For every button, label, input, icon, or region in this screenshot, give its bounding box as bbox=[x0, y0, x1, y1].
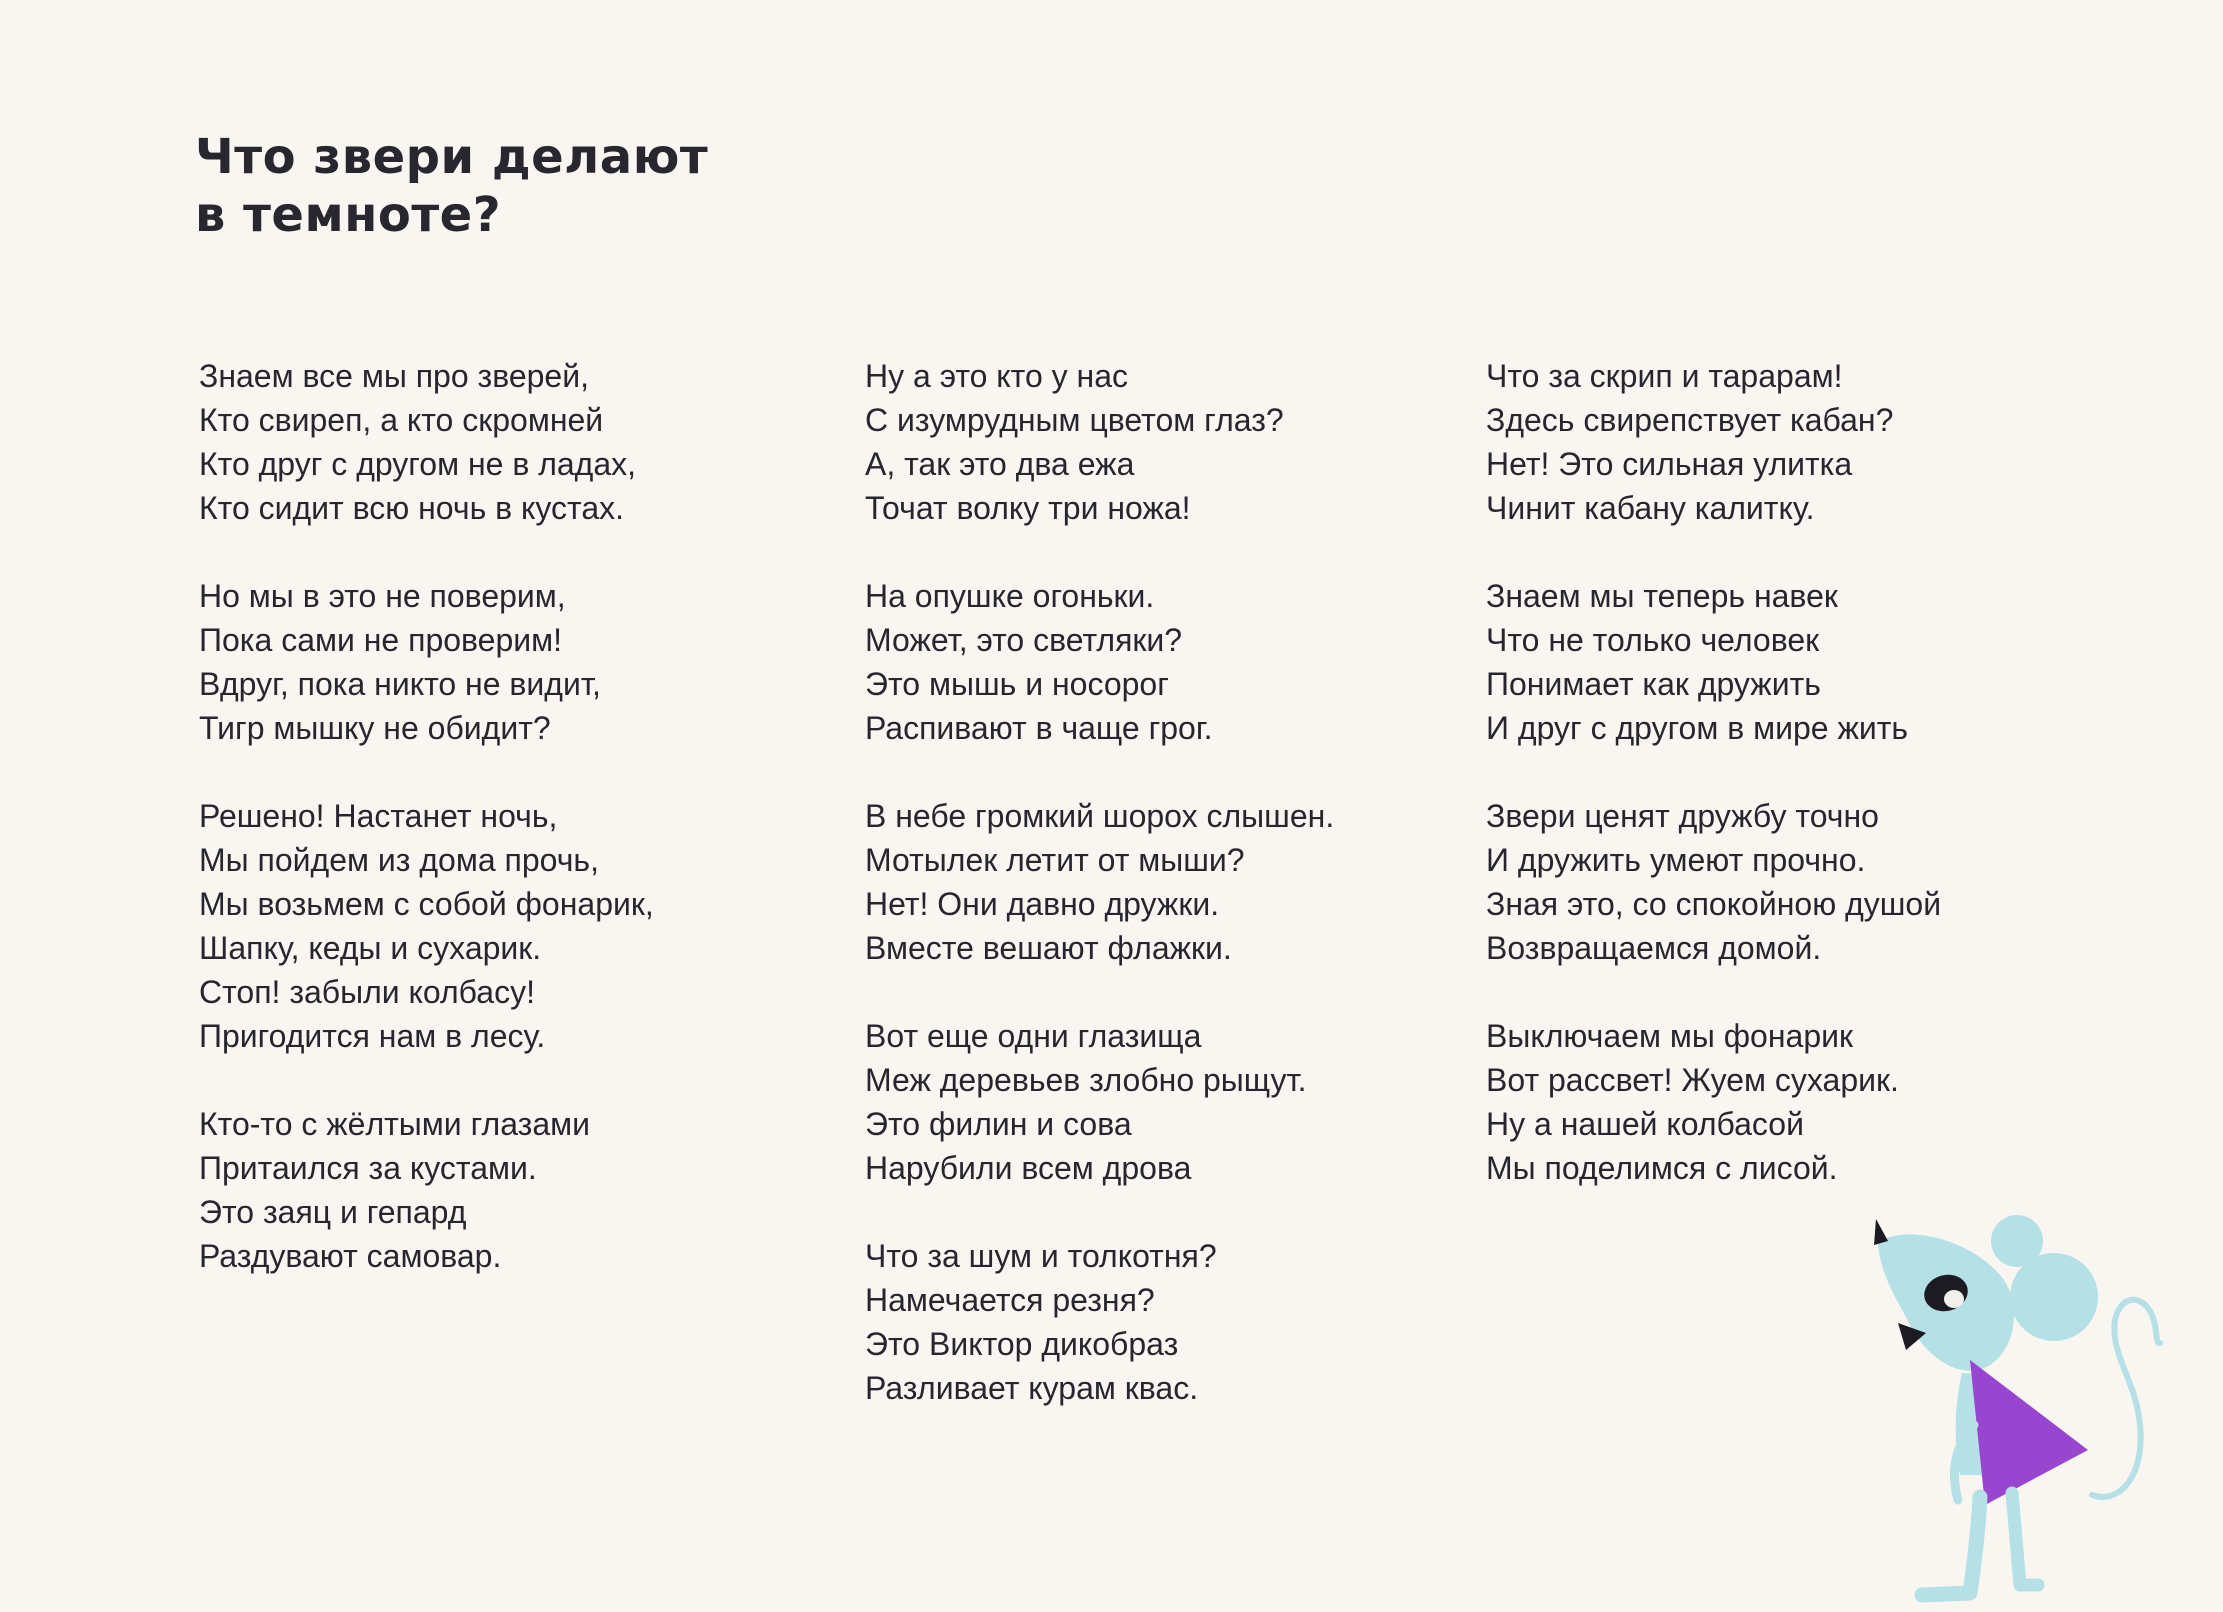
stanza bbox=[865, 794, 1334, 970]
poem-title bbox=[195, 128, 895, 244]
stanza bbox=[199, 574, 654, 750]
poem-line: Вдруг, пока никто не видит, bbox=[199, 666, 601, 702]
poem-line: Что за скрип и тарарам! bbox=[1486, 358, 1843, 394]
poem-line: Распивают в чаще грог. bbox=[865, 710, 1213, 746]
poem-line: Ну а это кто у нас bbox=[865, 358, 1128, 394]
poem-line: Притаился за кустами. bbox=[199, 1150, 537, 1186]
mouse-tail bbox=[2092, 1300, 2160, 1497]
poem-line: Стоп! забыли колбасу! bbox=[199, 974, 535, 1010]
poem-line: Решено! Настанет ночь, bbox=[199, 798, 558, 834]
poem-line: Точат волку три ножа! bbox=[865, 490, 1191, 526]
poem-line: Это мышь и носорог bbox=[865, 666, 1169, 702]
poem-line: Чинит кабану калитку. bbox=[1486, 490, 1815, 526]
poem-line: И дружить умеют прочно. bbox=[1486, 842, 1866, 878]
poem-line: И друг с другом в мире жить bbox=[1486, 710, 1909, 746]
poem-column-3 bbox=[1486, 354, 1941, 1234]
poem-line: Это филин и сова bbox=[865, 1106, 1132, 1142]
poem-line: Разливает курам квас. bbox=[865, 1370, 1199, 1406]
poem-line: Зная это, со спокойною душой bbox=[1486, 886, 1942, 922]
stanza bbox=[865, 354, 1334, 530]
mouse-leg-back bbox=[2012, 1493, 2038, 1585]
poem-line: Это заяц и гепард bbox=[199, 1194, 467, 1230]
poem-line: Кто свиреп, а кто скромней bbox=[199, 402, 604, 438]
mouse-dress bbox=[1970, 1360, 2088, 1505]
mouse-illustration bbox=[1870, 1205, 2170, 1605]
poem-line: Нет! Это сильная улитка bbox=[1486, 446, 1853, 482]
poem-line: Знаем мы теперь навек bbox=[1486, 578, 1838, 614]
stanza bbox=[1486, 574, 1941, 750]
poem-line: Нарубили всем дрова bbox=[865, 1150, 1192, 1186]
poem-line: Шапку, кеды и сухарик. bbox=[199, 930, 542, 966]
stanza bbox=[199, 1102, 654, 1278]
stanza bbox=[1486, 794, 1941, 970]
poem-line: Но мы в это не поверим, bbox=[199, 578, 566, 614]
stanza bbox=[199, 354, 654, 530]
poem-line: Вместе вешают флажки. bbox=[865, 930, 1232, 966]
poem-line: Выключаем мы фонарик bbox=[1486, 1018, 1853, 1054]
poem-line: Здесь свирепствует кабан? bbox=[1486, 402, 1894, 438]
poem-line: Раздувают самовар. bbox=[199, 1238, 502, 1274]
stanza bbox=[1486, 1014, 1941, 1190]
poem-line: Кто-то с жёлтыми глазами bbox=[199, 1106, 590, 1142]
poem-line: Вот еще одни глазища bbox=[865, 1018, 1202, 1054]
poem-line: Это Виктор дикобраз bbox=[865, 1326, 1179, 1362]
stanza bbox=[865, 1014, 1334, 1190]
poem-line: Понимает как дружить bbox=[1486, 666, 1821, 702]
poem-line: Пока сами не проверим! bbox=[199, 622, 563, 658]
poem-line: Тигр мышку не обидит? bbox=[199, 710, 551, 746]
poem-title-line-2: в темноте? bbox=[195, 187, 502, 243]
poem-line: Мы пойдем из дома прочь, bbox=[199, 842, 599, 878]
stanza bbox=[199, 794, 654, 1058]
poem-line: Намечается резня? bbox=[865, 1282, 1155, 1318]
poem-line: В небе громкий шорох слышен. bbox=[865, 798, 1335, 834]
poem-line: Ну а нашей колбасой bbox=[1486, 1106, 1804, 1142]
poem-line: Звери ценят дружбу точно bbox=[1486, 798, 1879, 834]
poem-line: Меж деревьев злобно рыщут. bbox=[865, 1062, 1307, 1098]
poem-line: Мотылек летит от мыши? bbox=[865, 842, 1245, 878]
poem-line: С изумрудным цветом глаз? bbox=[865, 402, 1284, 438]
poem-line: Мы возьмем с собой фонарик, bbox=[199, 886, 654, 922]
stanza bbox=[1486, 354, 1941, 530]
poem-line: Знаем все мы про зверей, bbox=[199, 358, 589, 394]
poem-line: Кто сидит всю ночь в кустах. bbox=[199, 490, 624, 526]
poem-line: Вот рассвет! Жуем сухарик. bbox=[1486, 1062, 1899, 1098]
poem-column-1 bbox=[199, 354, 654, 1322]
poem-line: Может, это светляки? bbox=[865, 622, 1183, 658]
poem-column-2 bbox=[865, 354, 1334, 1454]
mouse-ear-front bbox=[2010, 1253, 2098, 1341]
mouse-eye-highlight bbox=[1944, 1290, 1964, 1308]
mouse-nose bbox=[1874, 1219, 1888, 1245]
poem-line: Кто друг с другом не в ладах, bbox=[199, 446, 637, 482]
poem-line: На опушке огоньки. bbox=[865, 578, 1155, 614]
poem-line: Мы поделимся с лисой. bbox=[1486, 1150, 1838, 1186]
stanza bbox=[865, 1234, 1334, 1410]
poem-line: Возвращаемся домой. bbox=[1486, 930, 1822, 966]
poem-line: А, так это два ежа bbox=[865, 446, 1135, 482]
poem-title-line-1: Что звери делают bbox=[195, 129, 709, 185]
poem-line: Что не только человек bbox=[1486, 622, 1820, 658]
mouse-leg-front bbox=[1922, 1497, 1980, 1595]
stanza bbox=[865, 574, 1334, 750]
poem-line: Что за шум и толкотня? bbox=[865, 1238, 1217, 1274]
poem-line: Пригодится нам в лесу. bbox=[199, 1018, 546, 1054]
poem-line: Нет! Они давно дружки. bbox=[865, 886, 1220, 922]
